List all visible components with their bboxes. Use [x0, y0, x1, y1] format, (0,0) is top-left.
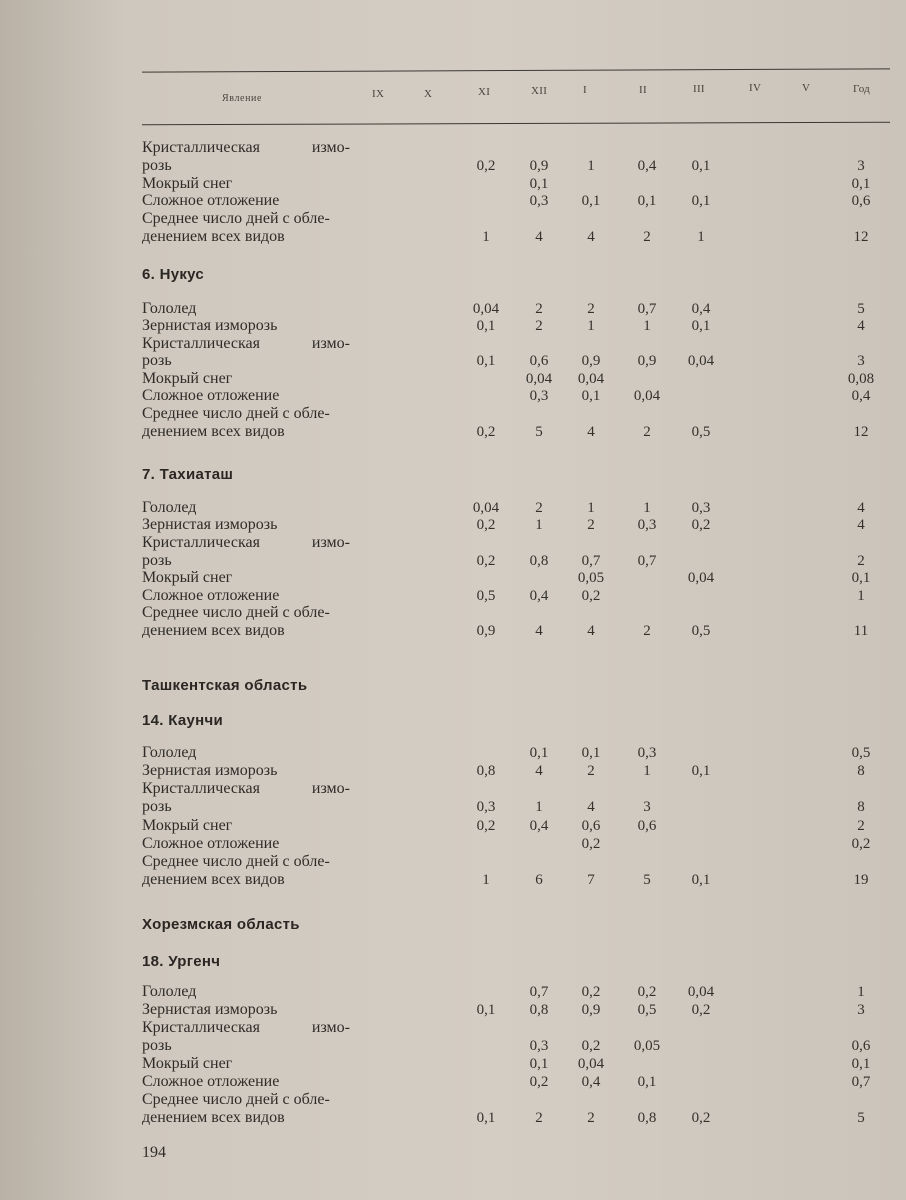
row-label: Кристаллическая измо- — [142, 780, 350, 797]
table-cell: 4 — [857, 517, 865, 533]
table-cell: 2 — [587, 763, 595, 779]
header-col-8: V — [802, 82, 811, 94]
table-cell: 0,2 — [476, 553, 496, 569]
table-cell: 0,6 — [851, 1038, 871, 1054]
row-label: Среднее число дней с обле- — [142, 604, 330, 621]
row-label: денением всех видов — [142, 228, 285, 245]
table-cell: 8 — [857, 799, 865, 815]
table-cell: 0,8 — [637, 1110, 657, 1126]
table-cell: 6 — [535, 872, 543, 888]
table-cell: 0,2 — [476, 424, 496, 440]
row-label: денением всех видов — [142, 871, 285, 888]
table-cell: 5 — [643, 872, 651, 888]
row-label: Зернистая изморозь — [142, 317, 278, 334]
row-label: Гололед — [142, 983, 197, 1000]
table-cell: 0,1 — [851, 570, 871, 586]
row-label: розь — [142, 798, 172, 815]
row-label: Мокрый снег — [142, 370, 233, 387]
row-label: Гололед — [142, 300, 197, 317]
table-cell: 0,7 — [851, 1074, 871, 1090]
table-cell: 2 — [643, 424, 651, 440]
table-cell: 19 — [853, 872, 869, 888]
header-col-1: X — [424, 88, 433, 100]
row-label: розь — [142, 157, 172, 174]
row-label: Сложное отложение — [142, 387, 280, 404]
table-cell: 0,4 — [581, 1074, 601, 1090]
table-cell: 0,1 — [637, 193, 657, 209]
table-cell: 0,5 — [691, 424, 711, 440]
table-cell: 4 — [587, 623, 595, 639]
table-cell: 0,08 — [847, 371, 875, 387]
table-cell: 1 — [697, 229, 705, 245]
row-label: Кристаллическая измо- — [142, 1019, 350, 1036]
table-cell: 5 — [857, 301, 865, 317]
table-cell: 0,5 — [691, 623, 711, 639]
section-heading: 7. Тахиаташ — [142, 466, 234, 483]
table-cell: 4 — [535, 229, 543, 245]
table-cell: 0,1 — [691, 872, 711, 888]
table-top-rule — [142, 68, 890, 72]
row-label: Кристаллическая измо- — [142, 139, 350, 156]
row-label: розь — [142, 1037, 172, 1054]
table-cell: 0,5 — [637, 1002, 657, 1018]
header-col-6: III — [693, 83, 705, 95]
table-cell: 0,1 — [691, 763, 711, 779]
table-cell: 0,3 — [529, 388, 549, 404]
table-cell: 4 — [587, 424, 595, 440]
table-cell: 5 — [857, 1110, 865, 1126]
row-label: Гололед — [142, 499, 197, 516]
table-cell: 0,8 — [476, 763, 496, 779]
table-cell: 0,04 — [687, 984, 715, 1000]
table-cell: 0,04 — [687, 353, 715, 369]
table-cell: 0,04 — [633, 388, 661, 404]
row-label: Мокрый снег — [142, 817, 233, 834]
row-label: Сложное отложение — [142, 587, 280, 604]
table-cell: 0,1 — [851, 176, 871, 192]
table-cell: 11 — [853, 623, 869, 639]
row-label: денением всех видов — [142, 622, 285, 639]
table-cell: 0,3 — [529, 1038, 549, 1054]
header-col-7: IV — [749, 82, 762, 94]
table-cell: 2 — [535, 318, 543, 334]
table-cell: 4 — [857, 500, 865, 516]
row-label: Зернистая изморозь — [142, 1001, 278, 1018]
table-cell: 8 — [857, 763, 865, 779]
table-cell: 3 — [857, 353, 865, 369]
row-label: Гололед — [142, 744, 197, 761]
row-label: Кристаллическая измо- — [142, 534, 350, 551]
table-cell: 0,1 — [637, 1074, 657, 1090]
row-label: денением всех видов — [142, 1109, 285, 1126]
row-label: Сложное отложение — [142, 835, 280, 852]
table-cell: 0,04 — [472, 301, 500, 317]
table-cell: 0,4 — [529, 588, 549, 604]
row-label: Мокрый снег — [142, 175, 233, 192]
section-heading: Хорезмская область — [142, 916, 300, 933]
table-cell: 0,3 — [637, 517, 657, 533]
table-cell: 0,2 — [476, 818, 496, 834]
table-cell: 0,1 — [529, 745, 549, 761]
table-cell: 0,5 — [476, 588, 496, 604]
table-cell: 0,7 — [529, 984, 549, 1000]
table-cell: 0,04 — [525, 371, 553, 387]
row-label: Зернистая изморозь — [142, 516, 278, 533]
table-cell: 2 — [587, 517, 595, 533]
table-cell: 0,2 — [581, 836, 601, 852]
table-cell: 2 — [587, 301, 595, 317]
row-label: Мокрый снег — [142, 1055, 233, 1072]
table-cell: 12 — [853, 229, 869, 245]
table-cell: 0,04 — [472, 500, 500, 516]
table-cell: 0,6 — [851, 193, 871, 209]
table-cell: 1 — [857, 984, 865, 1000]
table-cell: 4 — [535, 623, 543, 639]
table-cell: 0,2 — [581, 588, 601, 604]
table-cell: 2 — [643, 229, 651, 245]
table-cell: 0,4 — [637, 158, 657, 174]
table-cell: 1 — [857, 588, 865, 604]
table-cell: 0,1 — [476, 1110, 496, 1126]
table-cell: 0,3 — [529, 193, 549, 209]
table-cell: 0,2 — [637, 984, 657, 1000]
table-cell: 0,1 — [691, 158, 711, 174]
table-cell: 5 — [535, 424, 543, 440]
table-cell: 0,1 — [691, 193, 711, 209]
table-cell: 0,04 — [577, 1056, 605, 1072]
row-label: Мокрый снег — [142, 569, 233, 586]
table-cell: 1 — [643, 318, 651, 334]
table-cell: 0,2 — [476, 517, 496, 533]
table-cell: 2 — [535, 1110, 543, 1126]
table-cell: 0,3 — [476, 799, 496, 815]
table-cell: 0,05 — [577, 570, 605, 586]
table-cell: 0,8 — [529, 1002, 549, 1018]
table-cell: 0,04 — [687, 570, 715, 586]
table-cell: 0,6 — [637, 818, 657, 834]
table-cell: 2 — [535, 301, 543, 317]
header-col-2: XI — [478, 86, 491, 98]
row-label: Кристаллическая измо- — [142, 335, 350, 352]
row-label: Зернистая изморозь — [142, 762, 278, 779]
table-cell: 0,1 — [851, 1056, 871, 1072]
table-cell: 1 — [482, 872, 490, 888]
table-cell: 2 — [587, 1110, 595, 1126]
table-cell: 0,1 — [529, 1056, 549, 1072]
table-cell: 0,8 — [529, 553, 549, 569]
row-label: розь — [142, 552, 172, 569]
row-label: Сложное отложение — [142, 1073, 280, 1090]
header-col-3: XII — [531, 85, 548, 97]
table-cell: 0,04 — [577, 371, 605, 387]
table-cell: 12 — [853, 424, 869, 440]
table-cell: 0,4 — [529, 818, 549, 834]
table-cell: 0,2 — [691, 1110, 711, 1126]
table-cell: 2 — [643, 623, 651, 639]
table-cell: 0,3 — [691, 500, 711, 516]
table-cell: 0,2 — [581, 1038, 601, 1054]
section-heading: 18. Ургенч — [142, 953, 221, 970]
header-col-0: IX — [372, 88, 385, 100]
table-cell: 3 — [857, 158, 865, 174]
table-cell: 0,2 — [581, 984, 601, 1000]
table-cell: 0,2 — [851, 836, 871, 852]
row-label: Среднее число дней с обле- — [142, 405, 330, 422]
table-cell: 0,6 — [581, 818, 601, 834]
table-cell: 0,1 — [476, 318, 496, 334]
table-cell: 2 — [857, 553, 865, 569]
table-cell: 0,1 — [581, 745, 601, 761]
table-cell: 0,1 — [581, 193, 601, 209]
table-cell: 0,3 — [637, 745, 657, 761]
table-cell: 0,7 — [637, 301, 657, 317]
table-cell: 4 — [587, 229, 595, 245]
table-cell: 1 — [587, 318, 595, 334]
table-cell: 0,2 — [691, 1002, 711, 1018]
table-cell: 2 — [857, 818, 865, 834]
table-cell: 1 — [643, 500, 651, 516]
row-label: Среднее число дней с обле- — [142, 210, 330, 227]
table-cell: 3 — [643, 799, 651, 815]
header-col-5: II — [639, 84, 647, 96]
table-cell: 0,9 — [637, 353, 657, 369]
table-cell: 0,7 — [581, 553, 601, 569]
table-cell: 0,1 — [476, 353, 496, 369]
header-phenomenon-label: Явление — [222, 93, 263, 104]
table-cell: 0,9 — [529, 158, 549, 174]
table-cell: 3 — [857, 1002, 865, 1018]
table-cell: 0,9 — [581, 1002, 601, 1018]
header-col-4: I — [583, 84, 587, 96]
table-cell: 4 — [535, 763, 543, 779]
row-label: Сложное отложение — [142, 192, 280, 209]
table-cell: 1 — [535, 799, 543, 815]
row-label: денением всех видов — [142, 423, 285, 440]
table-cell: 0,1 — [529, 176, 549, 192]
page-number: 194 — [142, 1144, 166, 1161]
row-label: Среднее число дней с обле- — [142, 853, 330, 870]
table-cell: 0,1 — [476, 1002, 496, 1018]
row-label: розь — [142, 352, 172, 369]
table-cell: 0,1 — [581, 388, 601, 404]
table-cell: 0,9 — [581, 353, 601, 369]
table-cell: 0,2 — [529, 1074, 549, 1090]
table-cell: 1 — [482, 229, 490, 245]
table-cell: 0,2 — [476, 158, 496, 174]
section-heading: 6. Нукус — [142, 266, 205, 283]
table-cell: 0,1 — [691, 318, 711, 334]
section-heading: Ташкентская область — [142, 677, 308, 694]
table-cell: 1 — [535, 517, 543, 533]
table-cell: 0,9 — [476, 623, 496, 639]
table-cell: 0,4 — [691, 301, 711, 317]
table-cell: 7 — [587, 872, 595, 888]
table-cell: 2 — [535, 500, 543, 516]
section-heading: 14. Каунчи — [142, 712, 224, 729]
table-header-rule — [142, 122, 890, 126]
table-cell: 1 — [587, 158, 595, 174]
table-cell: 4 — [857, 318, 865, 334]
table-cell: 4 — [587, 799, 595, 815]
header-col-9: Год — [853, 83, 871, 95]
table-cell: 0,2 — [691, 517, 711, 533]
table-cell: 1 — [587, 500, 595, 516]
table-cell: 0,05 — [633, 1038, 661, 1054]
table-cell: 0,4 — [851, 388, 871, 404]
table-cell: 0,6 — [529, 353, 549, 369]
row-label: Среднее число дней с обле- — [142, 1091, 330, 1108]
table-cell: 0,7 — [637, 553, 657, 569]
table-cell: 0,5 — [851, 745, 871, 761]
table-cell: 1 — [643, 763, 651, 779]
